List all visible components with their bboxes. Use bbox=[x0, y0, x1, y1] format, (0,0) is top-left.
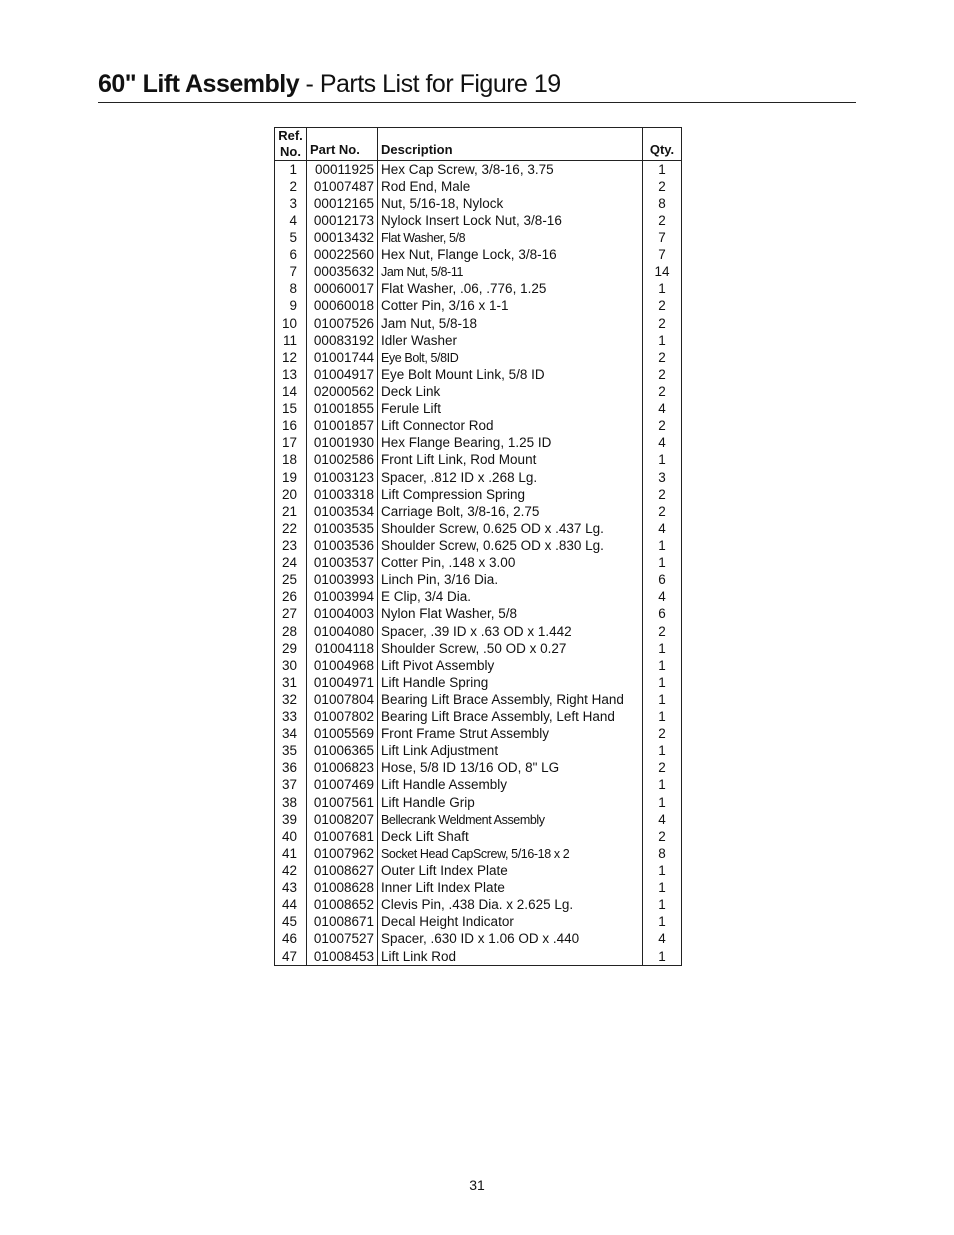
ref-no-cell: 23 bbox=[275, 537, 307, 554]
table-row bbox=[275, 469, 682, 486]
description-cell: Clevis Pin, .438 Dia. x 2.625 Lg. bbox=[378, 897, 643, 914]
qty-cell: 2 bbox=[658, 298, 666, 314]
ref-no-cell: 3 bbox=[275, 195, 307, 212]
part-no-cell: 01001857 bbox=[307, 418, 378, 435]
description-cell: Lift Pivot Assembly bbox=[378, 657, 643, 674]
table-row bbox=[275, 281, 682, 298]
description-cell: Cotter Pin, 3/16 x 1-1 bbox=[378, 298, 643, 315]
qty-cell: 1 bbox=[658, 777, 666, 793]
parts-table-body bbox=[275, 161, 682, 966]
ref-no-cell: 15 bbox=[275, 401, 307, 418]
ref-no-cell: 36 bbox=[275, 760, 307, 777]
qty-cell: 2 bbox=[658, 623, 666, 639]
qty-cell: 1 bbox=[658, 880, 666, 896]
part-no-cell: 00013432 bbox=[307, 229, 378, 246]
ref-no-cell: 31 bbox=[275, 674, 307, 691]
ref-no-cell: 41 bbox=[275, 845, 307, 862]
part-no-cell: 01004003 bbox=[307, 606, 378, 623]
part-no-cell: 01007561 bbox=[307, 794, 378, 811]
description-cell: Front Lift Link, Rod Mount bbox=[378, 452, 643, 469]
ref-no-cell: 18 bbox=[275, 452, 307, 469]
qty-cell: 2 bbox=[658, 349, 666, 365]
qty-cell: 1 bbox=[658, 863, 666, 879]
ref-no-cell: 34 bbox=[275, 726, 307, 743]
table-row bbox=[275, 247, 682, 264]
table-row bbox=[275, 948, 682, 966]
ref-no-cell: 6 bbox=[275, 247, 307, 264]
description-cell: Spacer, .812 ID x .268 Lg. bbox=[378, 469, 643, 486]
table-row bbox=[275, 401, 682, 418]
page-number: 31 bbox=[469, 1177, 485, 1193]
qty-cell: 7 bbox=[658, 247, 666, 263]
header-ref-line2: No. bbox=[280, 144, 301, 159]
part-no-cell: 01004080 bbox=[307, 623, 378, 640]
qty-cell: 1 bbox=[658, 948, 666, 964]
ref-no-cell: 28 bbox=[275, 623, 307, 640]
description-cell: Lift Handle Assembly bbox=[378, 777, 643, 794]
description-cell: Shoulder Screw, 0.625 OD x .830 Lg. bbox=[378, 537, 643, 554]
ref-no-cell: 5 bbox=[275, 229, 307, 246]
description-cell: Lift Link Rod bbox=[378, 948, 643, 966]
part-no-cell: 01003534 bbox=[307, 503, 378, 520]
table-row bbox=[275, 332, 682, 349]
part-no-cell: 01004971 bbox=[307, 674, 378, 691]
description-cell: Hex Nut, Flange Lock, 3/8-16 bbox=[378, 247, 643, 264]
description-cell: Nylock Insert Lock Nut, 3/8-16 bbox=[378, 212, 643, 229]
part-no-cell: 00060018 bbox=[307, 298, 378, 315]
part-no-cell: 00022560 bbox=[307, 247, 378, 264]
part-no-cell: 00012173 bbox=[307, 212, 378, 229]
ref-no-cell: 12 bbox=[275, 349, 307, 366]
part-no-cell: 01008652 bbox=[307, 897, 378, 914]
part-no-cell: 01007526 bbox=[307, 315, 378, 332]
part-no-cell: 01008453 bbox=[307, 948, 378, 966]
part-no-cell: 01004968 bbox=[307, 657, 378, 674]
qty-cell: 8 bbox=[658, 195, 666, 211]
description-cell: Deck Link bbox=[378, 383, 643, 400]
description-cell: Bearing Lift Brace Assembly, Right Hand bbox=[378, 691, 643, 708]
table-row bbox=[275, 349, 682, 366]
ref-no-cell: 46 bbox=[275, 931, 307, 948]
ref-no-cell: 37 bbox=[275, 777, 307, 794]
qty-cell: 1 bbox=[658, 332, 666, 348]
table-row bbox=[275, 435, 682, 452]
ref-no-cell: 2 bbox=[275, 178, 307, 195]
table-row bbox=[275, 777, 682, 794]
page-title bbox=[98, 68, 856, 100]
table-row bbox=[275, 709, 682, 726]
qty-cell: 1 bbox=[658, 161, 666, 177]
part-no-cell: 01003535 bbox=[307, 520, 378, 537]
part-no-cell: 00012165 bbox=[307, 195, 378, 212]
table-row bbox=[275, 212, 682, 229]
description-cell: Bearing Lift Brace Assembly, Left Hand bbox=[378, 709, 643, 726]
table-row bbox=[275, 640, 682, 657]
ref-no-cell: 1 bbox=[275, 161, 307, 179]
table-row bbox=[275, 195, 682, 212]
ref-no-cell: 13 bbox=[275, 366, 307, 383]
description-cell: Spacer, .39 ID x .63 OD x 1.442 bbox=[378, 623, 643, 640]
qty-cell: 4 bbox=[658, 931, 666, 947]
description-cell: Linch Pin, 3/16 Dia. bbox=[378, 572, 643, 589]
qty-cell: 1 bbox=[658, 897, 666, 913]
page-title-rest: - Parts List for Figure 19 bbox=[299, 70, 561, 98]
qty-cell: 7 bbox=[658, 229, 666, 245]
part-no-cell: 00035632 bbox=[307, 264, 378, 281]
part-no-cell: 01001855 bbox=[307, 401, 378, 418]
table-row bbox=[275, 486, 682, 503]
qty-cell: 6 bbox=[658, 572, 666, 588]
part-no-cell: 01003994 bbox=[307, 589, 378, 606]
description-cell: Jam Nut, 5/8-18 bbox=[378, 315, 643, 332]
table-row bbox=[275, 589, 682, 606]
qty-cell: 2 bbox=[658, 383, 666, 399]
description-cell: Eye Bolt, 5/8ID bbox=[378, 349, 643, 366]
description-cell: Hex Cap Screw, 3/8-16, 3.75 bbox=[378, 161, 643, 179]
qty-cell: 1 bbox=[658, 691, 666, 707]
description-cell: Rod End, Male bbox=[378, 178, 643, 195]
description-cell: Outer Lift Index Plate bbox=[378, 862, 643, 879]
table-row bbox=[275, 862, 682, 879]
table-row bbox=[275, 914, 682, 931]
qty-cell: 2 bbox=[658, 726, 666, 742]
ref-no-cell: 47 bbox=[275, 948, 307, 966]
ref-no-cell: 8 bbox=[275, 281, 307, 298]
part-no-cell: 01007802 bbox=[307, 709, 378, 726]
qty-cell: 1 bbox=[658, 555, 666, 571]
ref-no-cell: 42 bbox=[275, 862, 307, 879]
table-row bbox=[275, 503, 682, 520]
qty-cell: 14 bbox=[654, 264, 670, 280]
qty-cell: 2 bbox=[658, 366, 666, 382]
part-no-cell: 02000562 bbox=[307, 383, 378, 400]
table-row bbox=[275, 178, 682, 195]
table-row bbox=[275, 845, 682, 862]
header-description: Description bbox=[378, 128, 643, 161]
qty-cell: 4 bbox=[658, 401, 666, 417]
description-cell: Lift Handle Spring bbox=[378, 674, 643, 691]
table-row bbox=[275, 366, 682, 383]
ref-no-cell: 44 bbox=[275, 897, 307, 914]
part-no-cell: 01007962 bbox=[307, 845, 378, 862]
description-cell: Flat Washer, .06, .776, 1.25 bbox=[378, 281, 643, 298]
ref-no-cell: 25 bbox=[275, 572, 307, 589]
table-row bbox=[275, 726, 682, 743]
qty-cell: 1 bbox=[658, 674, 666, 690]
table-row bbox=[275, 298, 682, 315]
description-cell: Shoulder Screw, .50 OD x 0.27 bbox=[378, 640, 643, 657]
description-cell: Flat Washer, 5/8 bbox=[378, 229, 643, 246]
table-row bbox=[275, 537, 682, 554]
qty-cell: 1 bbox=[658, 657, 666, 673]
table-row bbox=[275, 897, 682, 914]
ref-no-cell: 33 bbox=[275, 709, 307, 726]
qty-cell: 2 bbox=[658, 212, 666, 228]
description-cell: Ferule Lift bbox=[378, 401, 643, 418]
table-row bbox=[275, 794, 682, 811]
part-no-cell: 01001930 bbox=[307, 435, 378, 452]
qty-cell: 4 bbox=[658, 589, 666, 605]
header-ref-line1: Ref. bbox=[278, 128, 303, 143]
table-row bbox=[275, 452, 682, 469]
ref-no-cell: 24 bbox=[275, 555, 307, 572]
description-cell: Idler Washer bbox=[378, 332, 643, 349]
ref-no-cell: 4 bbox=[275, 212, 307, 229]
part-no-cell: 01007527 bbox=[307, 931, 378, 948]
ref-no-cell: 22 bbox=[275, 520, 307, 537]
ref-no-cell: 29 bbox=[275, 640, 307, 657]
header-qty: Qty. bbox=[643, 128, 682, 161]
ref-no-cell: 45 bbox=[275, 914, 307, 931]
description-cell: Nut, 5/16-18, Nylock bbox=[378, 195, 643, 212]
part-no-cell: 01003536 bbox=[307, 537, 378, 554]
part-no-cell: 01004118 bbox=[307, 640, 378, 657]
part-no-cell: 01007681 bbox=[307, 828, 378, 845]
description-cell: Jam Nut, 5/8-11 bbox=[378, 264, 643, 281]
ref-no-cell: 16 bbox=[275, 418, 307, 435]
qty-cell: 2 bbox=[658, 828, 666, 844]
description-cell: Nylon Flat Washer, 5/8 bbox=[378, 606, 643, 623]
ref-no-cell: 11 bbox=[275, 332, 307, 349]
part-no-cell: 01008628 bbox=[307, 880, 378, 897]
qty-cell: 1 bbox=[658, 537, 666, 553]
part-no-cell: 01003537 bbox=[307, 555, 378, 572]
description-cell: Decal Height Indicator bbox=[378, 914, 643, 931]
part-no-cell: 01003993 bbox=[307, 572, 378, 589]
description-cell: Shoulder Screw, 0.625 OD x .437 Lg. bbox=[378, 520, 643, 537]
part-no-cell: 01007804 bbox=[307, 691, 378, 708]
header-rule bbox=[98, 102, 856, 103]
table-row bbox=[275, 691, 682, 708]
qty-cell: 2 bbox=[658, 315, 666, 331]
description-cell: Cotter Pin, .148 x 3.00 bbox=[378, 555, 643, 572]
ref-no-cell: 19 bbox=[275, 469, 307, 486]
description-cell: Hex Flange Bearing, 1.25 ID bbox=[378, 435, 643, 452]
ref-no-cell: 32 bbox=[275, 691, 307, 708]
qty-cell: 2 bbox=[658, 178, 666, 194]
qty-cell: 3 bbox=[658, 469, 666, 485]
table-row bbox=[275, 623, 682, 640]
table-row bbox=[275, 657, 682, 674]
table-row bbox=[275, 743, 682, 760]
qty-cell: 6 bbox=[658, 606, 666, 622]
description-cell: E Clip, 3/4 Dia. bbox=[378, 589, 643, 606]
table-header-row bbox=[275, 128, 682, 161]
part-no-cell: 01001744 bbox=[307, 349, 378, 366]
description-cell: Inner Lift Index Plate bbox=[378, 880, 643, 897]
ref-no-cell: 38 bbox=[275, 794, 307, 811]
page-title-bold: 60" Lift Assembly bbox=[98, 70, 300, 98]
table-row bbox=[275, 931, 682, 948]
description-cell: Carriage Bolt, 3/8-16, 2.75 bbox=[378, 503, 643, 520]
ref-no-cell: 39 bbox=[275, 811, 307, 828]
ref-no-cell: 43 bbox=[275, 880, 307, 897]
qty-cell: 1 bbox=[658, 743, 666, 759]
table-row bbox=[275, 264, 682, 281]
part-no-cell: 01008207 bbox=[307, 811, 378, 828]
part-no-cell: 00083192 bbox=[307, 332, 378, 349]
table-row bbox=[275, 229, 682, 246]
description-cell: Eye Bolt Mount Link, 5/8 ID bbox=[378, 366, 643, 383]
part-no-cell: 01003123 bbox=[307, 469, 378, 486]
part-no-cell: 01004917 bbox=[307, 366, 378, 383]
qty-cell: 2 bbox=[658, 760, 666, 776]
ref-no-cell: 26 bbox=[275, 589, 307, 606]
ref-no-cell: 20 bbox=[275, 486, 307, 503]
description-cell: Lift Link Adjustment bbox=[378, 743, 643, 760]
ref-no-cell: 35 bbox=[275, 743, 307, 760]
qty-cell: 1 bbox=[658, 281, 666, 297]
qty-cell: 2 bbox=[658, 503, 666, 519]
table-row bbox=[275, 606, 682, 623]
qty-cell: 1 bbox=[658, 709, 666, 725]
ref-no-cell: 21 bbox=[275, 503, 307, 520]
qty-cell: 1 bbox=[658, 452, 666, 468]
ref-no-cell: 14 bbox=[275, 383, 307, 400]
table-row bbox=[275, 828, 682, 845]
table-row bbox=[275, 811, 682, 828]
ref-no-cell: 17 bbox=[275, 435, 307, 452]
description-cell: Spacer, .630 ID x 1.06 OD x .440 bbox=[378, 931, 643, 948]
table-row bbox=[275, 161, 682, 179]
qty-cell: 2 bbox=[658, 418, 666, 434]
description-cell: Front Frame Strut Assembly bbox=[378, 726, 643, 743]
header-part-no: Part No. bbox=[307, 128, 378, 161]
qty-cell: 4 bbox=[658, 520, 666, 536]
parts-list-table bbox=[274, 127, 682, 966]
description-cell: Socket Head CapScrew, 5/16-18 x 2 bbox=[378, 845, 643, 862]
part-no-cell: 01006823 bbox=[307, 760, 378, 777]
table-row bbox=[275, 760, 682, 777]
table-row bbox=[275, 555, 682, 572]
ref-no-cell: 30 bbox=[275, 657, 307, 674]
part-no-cell: 01005569 bbox=[307, 726, 378, 743]
qty-cell: 2 bbox=[658, 486, 666, 502]
table-row bbox=[275, 520, 682, 537]
qty-cell: 8 bbox=[658, 845, 666, 861]
qty-cell: 4 bbox=[658, 435, 666, 451]
ref-no-cell: 40 bbox=[275, 828, 307, 845]
description-cell: Bellecrank Weldment Assembly bbox=[378, 811, 643, 828]
qty-cell: 1 bbox=[658, 914, 666, 930]
part-no-cell: 00060017 bbox=[307, 281, 378, 298]
ref-no-cell: 9 bbox=[275, 298, 307, 315]
header-ref-no bbox=[275, 128, 307, 161]
description-cell: Lift Handle Grip bbox=[378, 794, 643, 811]
table-row bbox=[275, 383, 682, 400]
description-cell: Lift Connector Rod bbox=[378, 418, 643, 435]
qty-cell: 1 bbox=[658, 794, 666, 810]
ref-no-cell: 10 bbox=[275, 315, 307, 332]
description-cell: Lift Compression Spring bbox=[378, 486, 643, 503]
page-header bbox=[98, 68, 856, 100]
qty-cell: 1 bbox=[658, 640, 666, 656]
ref-no-cell: 27 bbox=[275, 606, 307, 623]
part-no-cell: 01006365 bbox=[307, 743, 378, 760]
part-no-cell: 01008627 bbox=[307, 862, 378, 879]
table-row bbox=[275, 418, 682, 435]
part-no-cell: 00011925 bbox=[307, 161, 378, 179]
qty-cell: 4 bbox=[658, 811, 666, 827]
ref-no-cell: 7 bbox=[275, 264, 307, 281]
table-row bbox=[275, 572, 682, 589]
part-no-cell: 01003318 bbox=[307, 486, 378, 503]
table-row bbox=[275, 315, 682, 332]
table-row bbox=[275, 880, 682, 897]
part-no-cell: 01007487 bbox=[307, 178, 378, 195]
table-row bbox=[275, 674, 682, 691]
description-cell: Deck Lift Shaft bbox=[378, 828, 643, 845]
description-cell: Hose, 5/8 ID 13/16 OD, 8" LG bbox=[378, 760, 643, 777]
part-no-cell: 01008671 bbox=[307, 914, 378, 931]
part-no-cell: 01007469 bbox=[307, 777, 378, 794]
part-no-cell: 01002586 bbox=[307, 452, 378, 469]
